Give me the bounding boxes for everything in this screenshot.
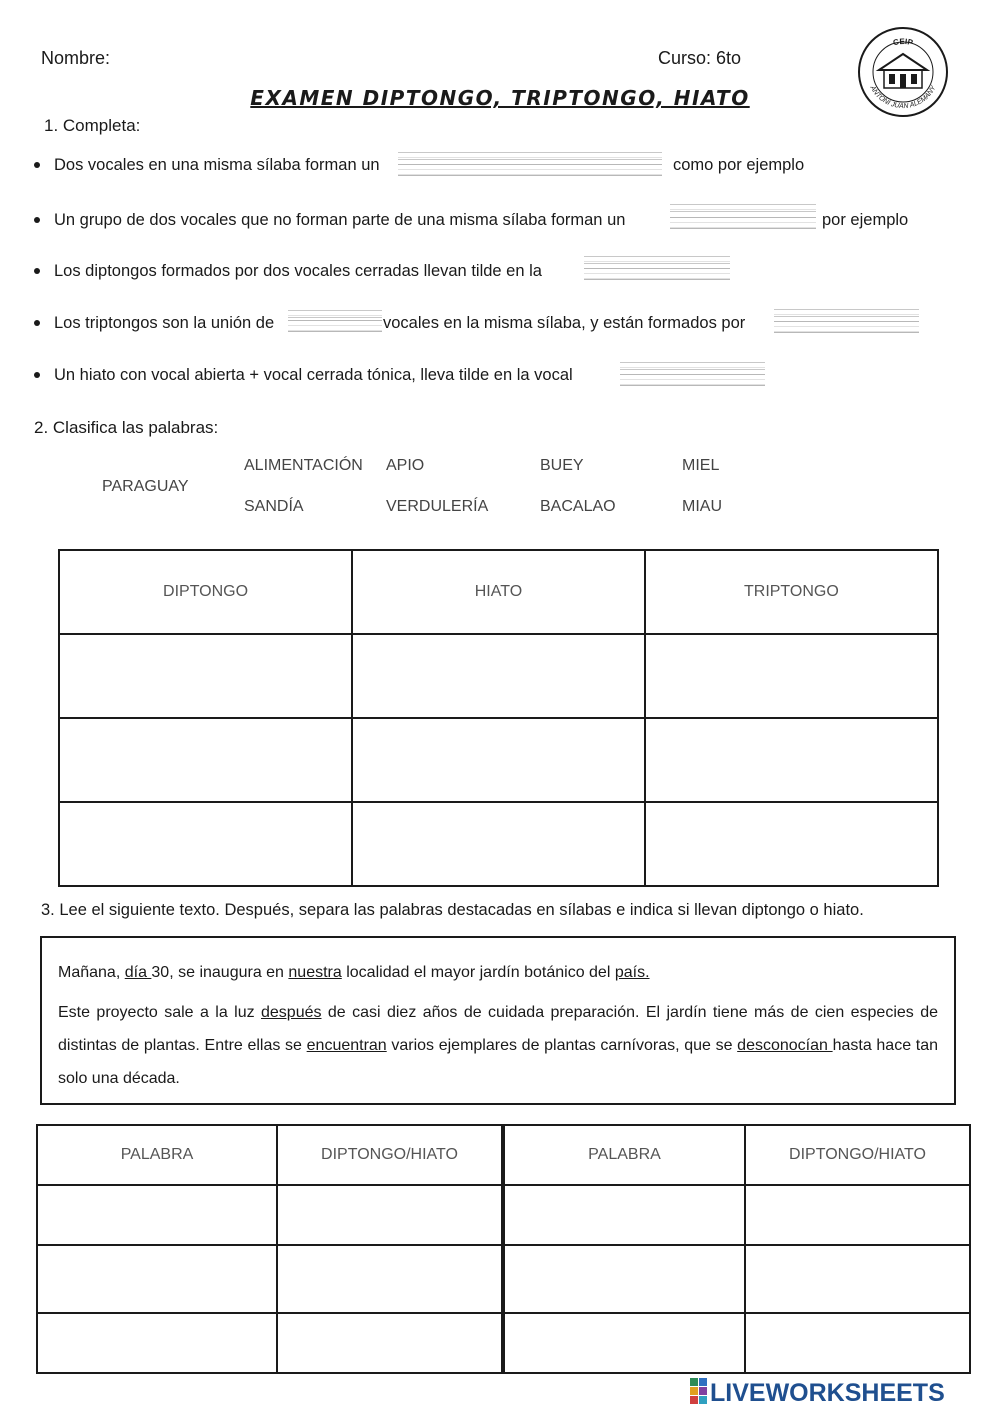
- section3-heading: 3. Lee el siguiente texto. Después, separa las palabras destacadas en sílabas e indica si llevan diptongo o hiato.: [41, 901, 864, 919]
- item2-after: por ejemplo: [822, 211, 909, 229]
- column-header-palabra: PALABRA: [503, 1125, 745, 1185]
- item1-after: como por ejemplo: [673, 156, 805, 174]
- text-run: de casi diez años de cuidada preparación. El jardín tiene más de cien especies de distintas de plantas. Entre ellas se: [58, 1004, 938, 1054]
- answer-cell[interactable]: [503, 1245, 745, 1313]
- answer-cell[interactable]: [745, 1185, 970, 1245]
- text-run: Mañana,: [58, 964, 125, 981]
- highlighted-word: después: [261, 1004, 322, 1021]
- text-run: 30, se inaugura en: [151, 964, 289, 981]
- word-item: SANDÍA: [244, 498, 304, 515]
- bullet: [34, 217, 40, 223]
- highlighted-word: país.: [614, 964, 650, 981]
- item4-blank-a[interactable]: [288, 310, 382, 318]
- item3-blank-a[interactable]: [584, 256, 730, 264]
- page-title: EXAMEN DIPTONGO, TRIPTONGO, HIATO: [250, 86, 750, 110]
- bullet: [34, 268, 40, 274]
- item1-blank-a[interactable]: [398, 152, 662, 160]
- item4-blank-b[interactable]: [288, 320, 382, 332]
- liveworksheets-logo: [690, 1374, 990, 1406]
- reading-paragraph-1: [58, 956, 938, 989]
- answer-cell[interactable]: [37, 1185, 277, 1245]
- bullet: [34, 372, 40, 378]
- answer-cell[interactable]: [352, 634, 645, 718]
- text-run: hasta hace tan solo una década.: [58, 1037, 939, 1087]
- text-run: varios ejemplares de plantas carnívoras, que se: [386, 1037, 738, 1054]
- word-item: APIO: [386, 457, 425, 474]
- answer-cell[interactable]: [503, 1185, 745, 1245]
- column-header-hiato: HIATO: [352, 550, 645, 634]
- highlighted-word: desconocían: [737, 1037, 833, 1054]
- bullet: [34, 162, 40, 168]
- answer-cell[interactable]: [645, 634, 938, 718]
- answer-cell[interactable]: [352, 802, 645, 886]
- brand-text: LIVEWORKSHEETS: [710, 1379, 945, 1406]
- item3-blank-b[interactable]: [584, 268, 730, 280]
- word-item: MIEL: [682, 457, 720, 474]
- text-run: localidad el mayor jardín botánico del: [341, 964, 615, 981]
- reading-text-box: [40, 936, 956, 1105]
- reading-paragraph-2: [58, 996, 938, 1095]
- word-item: BACALAO: [540, 498, 616, 515]
- answer-cell[interactable]: [645, 718, 938, 802]
- answer-cell[interactable]: [503, 1313, 745, 1373]
- bullet: [34, 320, 40, 326]
- answer-cell[interactable]: [645, 802, 938, 886]
- item5-text: Un hiato con vocal abierta + vocal cerrada tónica, lleva tilde en la vocal: [54, 366, 573, 384]
- item1-blank-b[interactable]: [398, 164, 662, 176]
- school-building-icon: [879, 54, 927, 88]
- word-item: VERDULERÍA: [386, 498, 489, 515]
- item4-blank-d[interactable]: [774, 321, 919, 333]
- highlighted-word: día: [124, 964, 152, 981]
- answer-cell[interactable]: [277, 1313, 503, 1373]
- item4-text: Los triptongos son la unión de: [54, 314, 275, 332]
- item3-text: Los diptongos formados por dos vocales cerradas llevan tilde en la: [54, 262, 542, 280]
- name-label: Nombre:: [41, 48, 111, 68]
- answer-cell[interactable]: [277, 1185, 503, 1245]
- word-item: PARAGUAY: [102, 478, 189, 495]
- column-header-diptongo-hiato: DIPTONGO/HIATO: [745, 1125, 970, 1185]
- logo-top-text: CEIP: [892, 36, 914, 48]
- word-item: ALIMENTACIÓN: [244, 457, 363, 474]
- item4-middle: vocales en la misma sílaba, y están formados por: [383, 314, 746, 332]
- answer-cell[interactable]: [277, 1245, 503, 1313]
- item2-blank-b[interactable]: [670, 217, 816, 229]
- answer-cell[interactable]: [59, 634, 352, 718]
- item4-blank-c[interactable]: [774, 309, 919, 317]
- item5-blank-a[interactable]: [620, 362, 765, 370]
- logo-bottom-text: ANTONI JUAN ALEMANY: [868, 84, 938, 111]
- column-header-diptongo-hiato: DIPTONGO/HIATO: [277, 1125, 503, 1185]
- column-header-diptongo: DIPTONGO: [59, 550, 352, 634]
- highlighted-word: nuestra: [288, 964, 342, 981]
- item1-text: Dos vocales en una misma sílaba forman un: [54, 156, 380, 174]
- answer-cell[interactable]: [745, 1245, 970, 1313]
- classification-table: [58, 549, 939, 887]
- answer-cell[interactable]: [37, 1245, 277, 1313]
- answer-cell[interactable]: [745, 1313, 970, 1373]
- item2-text: Un grupo de dos vocales que no forman parte de una misma sílaba forman un: [54, 211, 626, 229]
- section2-heading: 2. Clasifica las palabras:: [34, 418, 219, 437]
- answer-cell[interactable]: [352, 718, 645, 802]
- syllable-table: [36, 1124, 971, 1374]
- item5-blank-b[interactable]: [620, 374, 765, 386]
- word-item: BUEY: [540, 457, 584, 474]
- word-item: MIAU: [682, 498, 722, 515]
- column-header-palabra: PALABRA: [37, 1125, 277, 1185]
- section1-heading: 1. Completa:: [44, 116, 141, 135]
- highlighted-word: encuentran: [306, 1037, 387, 1054]
- answer-cell[interactable]: [37, 1313, 277, 1373]
- column-header-triptongo: TRIPTONGO: [645, 550, 938, 634]
- text-run: Este proyecto sale a la luz: [58, 1004, 261, 1021]
- course-label: Curso: 6to: [658, 48, 742, 68]
- answer-cell[interactable]: [59, 802, 352, 886]
- item2-blank-a[interactable]: [670, 204, 816, 212]
- answer-cell[interactable]: [59, 718, 352, 802]
